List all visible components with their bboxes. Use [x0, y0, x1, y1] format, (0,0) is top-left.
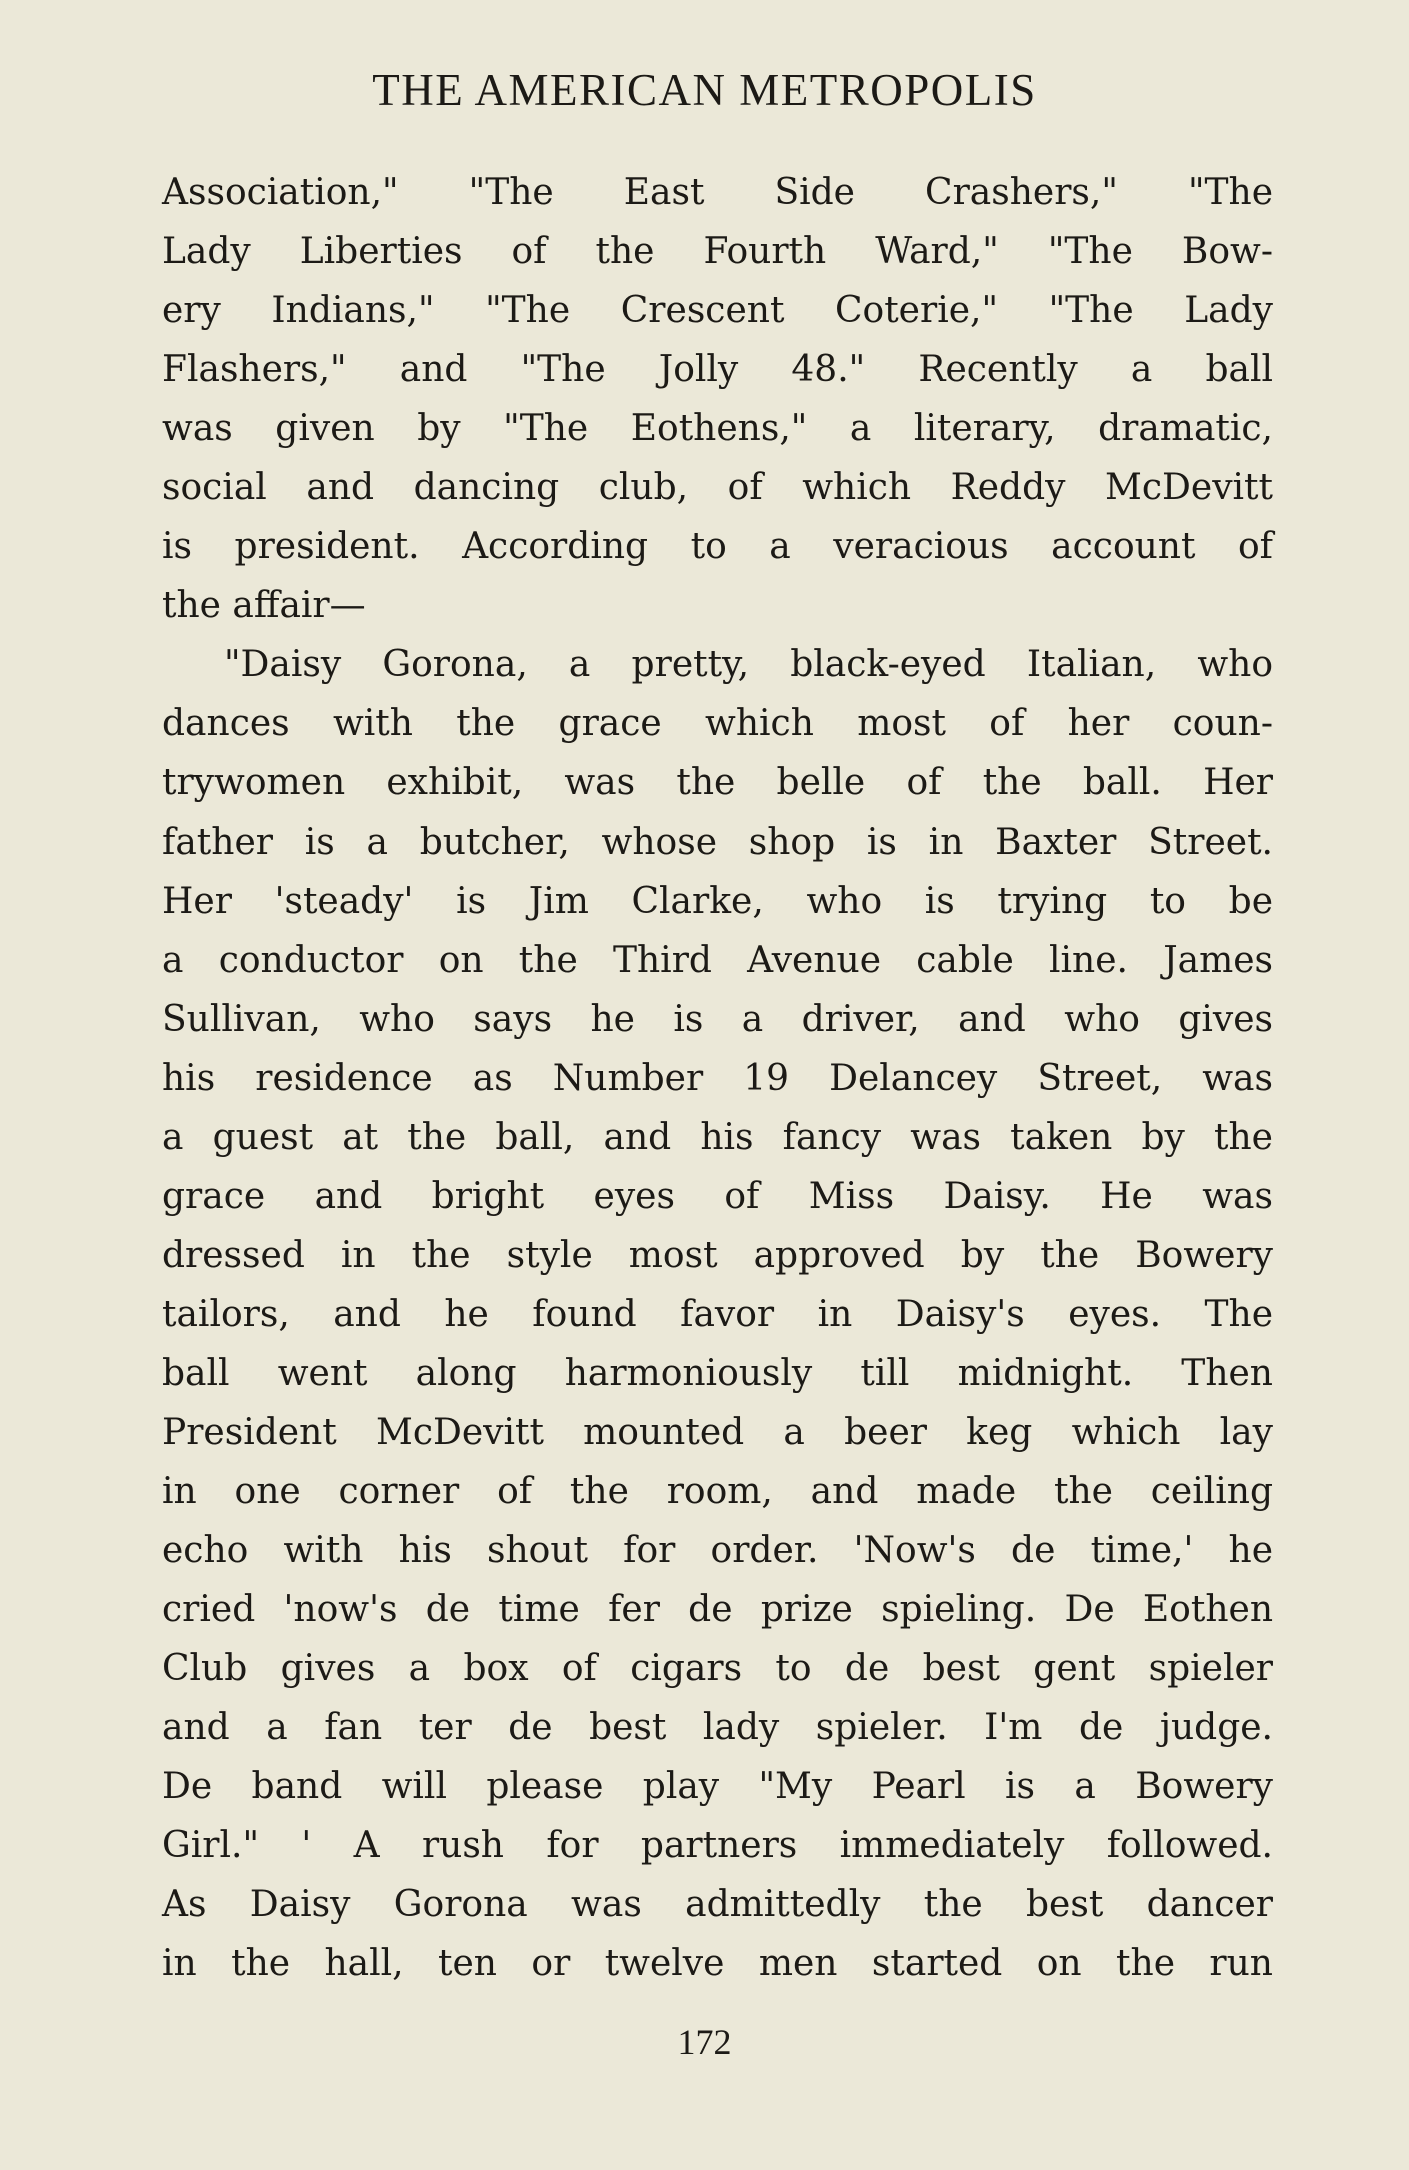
text-line: Association," "The East Side Crashers," "The	[162, 172, 1273, 213]
text-line: Club gives a box of cigars to de best gent spieler	[162, 1648, 1273, 1690]
text-line: As Daisy Gorona was admittedly the best dancer	[162, 1884, 1273, 1926]
text-line: Lady Liberties of the Fourth Ward," "The Bow-	[162, 231, 1273, 273]
page-number: 172	[677, 2022, 732, 2062]
text-line: echo with his shout for order. 'Now's de time,' he	[162, 1530, 1273, 1572]
text-line: Girl." ' A rush for partners immediately followed.	[162, 1825, 1273, 1867]
text-line: in the hall, ten or twelve men started on the run	[162, 1943, 1273, 1985]
text-line: a guest at the ball, and his fancy was taken by the	[162, 1116, 1273, 1158]
text-line: his residence as Number 19 Delancey Street, was	[162, 1057, 1273, 1099]
running-head: THE AMERICAN METROPOLIS	[372, 65, 1037, 115]
text-line: grace and bright eyes of Miss Daisy. He was	[162, 1175, 1273, 1217]
text-line: the affair—	[162, 585, 366, 627]
text-line: Sullivan, who says he is a driver, and who gives	[162, 998, 1273, 1040]
text-line: father is a butcher, whose shop is in Baxter Street.	[162, 821, 1273, 863]
text-line: cried 'now's de time fer de prize spieling. De Eothen	[162, 1589, 1273, 1631]
text-line: tailors, and he found favor in Daisy's eyes. The	[162, 1293, 1273, 1335]
text-line: ery Indians," "The Crescent Coterie," "The Lady	[162, 290, 1273, 332]
text-line: ball went along harmoniously till midnight. Then	[162, 1352, 1273, 1394]
text-line: dances with the grace which most of her coun-	[162, 703, 1273, 745]
text-line: trywomen exhibit, was the belle of the ball. Her	[162, 762, 1273, 804]
text-line: was given by "The Eothens," a literary, dramatic,	[162, 408, 1273, 450]
text-line: President McDevitt mounted a beer keg which lay	[162, 1411, 1273, 1453]
text-line: Her 'steady' is Jim Clarke, who is trying to be	[162, 880, 1273, 922]
text-line: in one corner of the room, and made the ceiling	[162, 1471, 1273, 1513]
text-line: a conductor on the Third Avenue cable line. James	[162, 939, 1273, 981]
text-line: and a fan ter de best lady spieler. I'm de judge.	[162, 1707, 1273, 1749]
text-line: is president. According to a veracious account of	[162, 526, 1273, 568]
text-line: De band will please play "My Pearl is a Bowery	[162, 1766, 1273, 1808]
text-line: "Daisy Gorona, a pretty, black-eyed Italian, who	[224, 644, 1273, 686]
text-line: social and dancing club, of which Reddy McDevitt	[162, 467, 1273, 509]
text-line: Flashers," and "The Jolly 48." Recently a ball	[162, 349, 1273, 391]
body-text	[162, 163, 1273, 1993]
text-line: dressed in the style most approved by the Bowery	[162, 1234, 1273, 1276]
